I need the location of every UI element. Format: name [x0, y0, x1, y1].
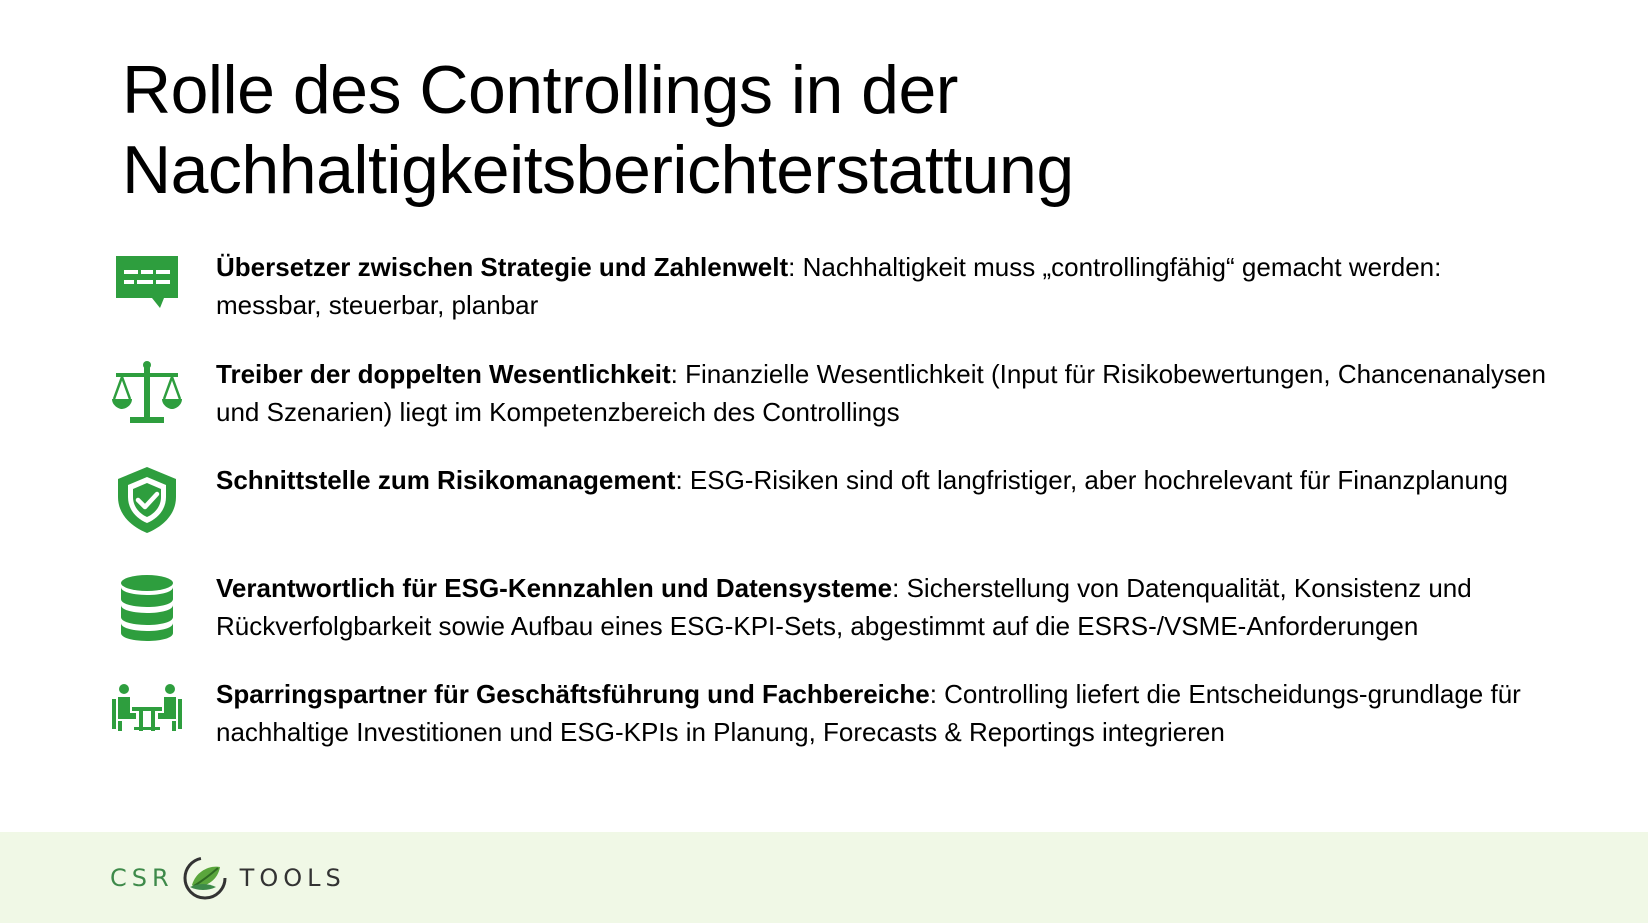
- list-item: [108, 355, 1548, 435]
- title-line-1: Rolle des Controllings in der: [122, 52, 958, 128]
- item-description: : Controlling liefert die Entscheidungs-grundlage für nachhaltige Investitionen und ESG-KPIs in Planung, Forecasts & Reportings integrieren: [216, 679, 1521, 747]
- item-text: [216, 569, 1546, 645]
- item-description: : ESG-Risiken sind oft langfristiger, aber hochrelevant für Finanzplanung: [675, 465, 1508, 495]
- item-text: [216, 355, 1546, 431]
- item-text: [216, 248, 1546, 324]
- list-item: [108, 675, 1548, 755]
- item-heading: Treiber der doppelten Wesentlichkeit: [216, 359, 671, 389]
- leaf-globe-icon: [182, 855, 228, 901]
- list-item: [108, 248, 1548, 328]
- item-heading: Schnittstelle zum Risikomanagement: [216, 465, 676, 495]
- chat-bubble-icon: [112, 252, 182, 322]
- item-text: [216, 461, 1546, 499]
- list-item: [108, 461, 1548, 541]
- item-heading: Verantwortlich für ESG-Kennzahlen und Datensysteme: [216, 573, 893, 603]
- database-icon: [112, 573, 182, 643]
- item-description: : Finanzielle Wesentlichkeit (Input für Risikobewertungen, Chancenanalysen und Szenarien) liegt im Kompetenzbereich des Controllings: [216, 359, 1546, 427]
- logo-text-csr: CSR: [110, 864, 174, 892]
- shield-check-icon: [112, 465, 182, 535]
- logo-text-tools: TOOLS: [239, 864, 346, 892]
- item-description: : Sicherstellung von Datenqualität, Konsistenz und Rückverfolgbarkeit sowie Aufbau eines ESG-KPI-Sets, abgestimmt auf die ESRS-/VSME-Anforderungen: [216, 573, 1472, 641]
- item-text: [216, 675, 1546, 751]
- item-heading: Übersetzer zwischen Strategie und Zahlenwelt: [216, 252, 789, 282]
- item-heading: Sparringspartner für Geschäftsführung und Fachbereiche: [216, 679, 930, 709]
- csr-tools-logo: [110, 854, 346, 902]
- footer: [0, 832, 1648, 923]
- slide-title: [122, 50, 1074, 210]
- meeting-table-icon: [112, 679, 182, 749]
- title-line-2: Nachhaltigkeitsberichterstattung: [122, 132, 1074, 208]
- list-item: [108, 569, 1548, 649]
- item-description: : Nachhaltigkeit muss „controllingfähig“ gemacht werden: messbar, steuerbar, planbar: [216, 252, 1442, 320]
- scale-icon: [112, 359, 182, 429]
